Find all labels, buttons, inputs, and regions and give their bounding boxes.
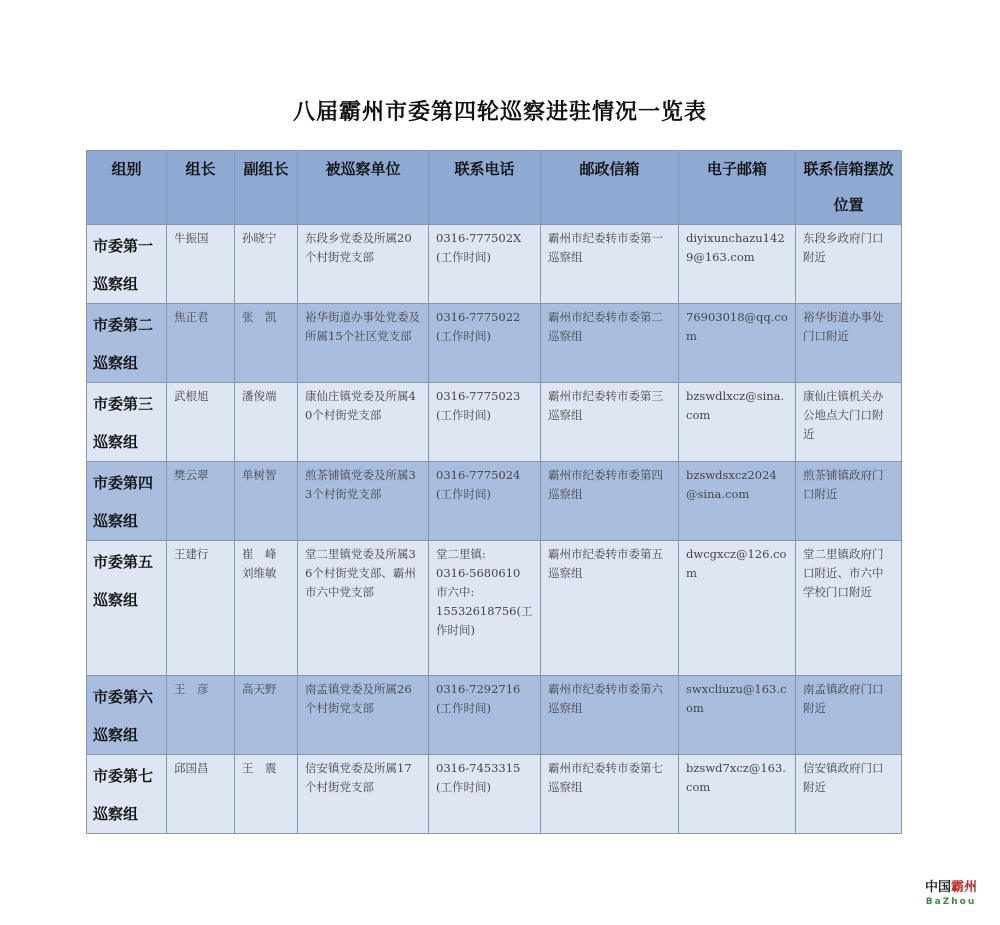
postal-cell: 霸州市纪委转市委第五巡察组 bbox=[541, 541, 679, 676]
group-cell: 市委第七巡察组 bbox=[87, 755, 167, 834]
group-cell: 市委第二巡察组 bbox=[87, 304, 167, 383]
email-cell: bzswdlxcz@sina.com bbox=[679, 383, 796, 462]
deputy-cell: 崔 峰 刘维敏 bbox=[235, 541, 298, 676]
unit-cell: 东段乡党委及所属20个村街党支部 bbox=[298, 225, 429, 304]
unit-cell: 裕华街道办事处党委及所属15个社区党支部 bbox=[298, 304, 429, 383]
email-cell: dwcgxcz@126.com bbox=[679, 541, 796, 676]
header-postal: 邮政信箱 bbox=[541, 151, 679, 225]
postal-cell: 霸州市纪委转市委第一巡察组 bbox=[541, 225, 679, 304]
group-cell: 市委第三巡察组 bbox=[87, 383, 167, 462]
mailbox-location-cell: 信安镇政府门口附近 bbox=[796, 755, 902, 834]
table-row bbox=[87, 676, 902, 755]
header-group: 组别 bbox=[87, 151, 167, 225]
deputy-cell: 单树智 bbox=[235, 462, 298, 541]
group-cell: 市委第一巡察组 bbox=[87, 225, 167, 304]
leader-cell: 王建行 bbox=[167, 541, 235, 676]
unit-cell: 南孟镇党委及所属26个村街党支部 bbox=[298, 676, 429, 755]
logo-cn-accent: 霸州 bbox=[951, 880, 978, 895]
leader-cell: 牛振国 bbox=[167, 225, 235, 304]
email-cell: bzswdsxcz2024@sina.com bbox=[679, 462, 796, 541]
postal-cell: 霸州市纪委转市委第六巡察组 bbox=[541, 676, 679, 755]
deputy-cell: 高天野 bbox=[235, 676, 298, 755]
postal-cell: 霸州市纪委转市委第四巡察组 bbox=[541, 462, 679, 541]
table-row bbox=[87, 541, 902, 676]
table-row bbox=[87, 304, 902, 383]
deputy-cell: 王 震 bbox=[235, 755, 298, 834]
table-row bbox=[87, 755, 902, 834]
leader-cell: 焦正君 bbox=[167, 304, 235, 383]
phone-cell: 0316-7453315(工作时间) bbox=[429, 755, 541, 834]
logo-cn-text bbox=[916, 880, 986, 896]
patrol-roster-table bbox=[86, 150, 902, 834]
leader-cell: 王 彦 bbox=[167, 676, 235, 755]
bazhou-logo bbox=[916, 880, 986, 908]
table-row bbox=[87, 383, 902, 462]
phone-cell: 堂二里镇: 0316-5680610 市六中: 15532618756(工作时间) bbox=[429, 541, 541, 676]
deputy-cell: 潘俊端 bbox=[235, 383, 298, 462]
mailbox-location-cell: 堂二里镇政府门口附近、市六中学校门口附近 bbox=[796, 541, 902, 676]
header-phone: 联系电话 bbox=[429, 151, 541, 225]
header-mailbox-location: 联系信箱摆放位置 bbox=[796, 151, 902, 225]
leader-cell: 邱国昌 bbox=[167, 755, 235, 834]
table-header-row bbox=[87, 151, 902, 225]
header-deputy: 副组长 bbox=[235, 151, 298, 225]
email-cell: diyixunchazu1429@163.com bbox=[679, 225, 796, 304]
postal-cell: 霸州市纪委转市委第三巡察组 bbox=[541, 383, 679, 462]
mailbox-location-cell: 东段乡政府门口附近 bbox=[796, 225, 902, 304]
header-unit: 被巡察单位 bbox=[298, 151, 429, 225]
postal-cell: 霸州市纪委转市委第二巡察组 bbox=[541, 304, 679, 383]
mailbox-location-cell: 煎茶铺镇政府门口附近 bbox=[796, 462, 902, 541]
unit-cell: 信安镇党委及所属17个村街党支部 bbox=[298, 755, 429, 834]
header-leader: 组长 bbox=[167, 151, 235, 225]
phone-cell: 0316-7775023(工作时间) bbox=[429, 383, 541, 462]
mailbox-location-cell: 裕华街道办事处门口附近 bbox=[796, 304, 902, 383]
logo-en-text: BaZhou bbox=[925, 897, 977, 907]
phone-cell: 0316-7775022(工作时间) bbox=[429, 304, 541, 383]
document-title: 八届霸州市委第四轮巡察进驻情况一览表 bbox=[292, 100, 707, 125]
leader-cell: 武根旭 bbox=[167, 383, 235, 462]
email-cell: swxcliuzu@163.com bbox=[679, 676, 796, 755]
group-cell: 市委第五巡察组 bbox=[87, 541, 167, 676]
unit-cell: 堂二里镇党委及所属36个村街党支部、霸州市六中党支部 bbox=[298, 541, 429, 676]
mailbox-location-cell: 康仙庄镇机关办公地点大门口附近 bbox=[796, 383, 902, 462]
email-cell: 76903018@qq.com bbox=[679, 304, 796, 383]
postal-cell: 霸州市纪委转市委第七巡察组 bbox=[541, 755, 679, 834]
header-email: 电子邮箱 bbox=[679, 151, 796, 225]
deputy-cell: 孙晓宁 bbox=[235, 225, 298, 304]
group-cell: 市委第六巡察组 bbox=[87, 676, 167, 755]
unit-cell: 煎茶铺镇党委及所属33个村街党支部 bbox=[298, 462, 429, 541]
phone-cell: 0316-777502X(工作时间) bbox=[429, 225, 541, 304]
unit-cell: 康仙庄镇党委及所属40个村街党支部 bbox=[298, 383, 429, 462]
phone-cell: 0316-7775024(工作时间) bbox=[429, 462, 541, 541]
mailbox-location-cell: 南孟镇政府门口附近 bbox=[796, 676, 902, 755]
table-row bbox=[87, 462, 902, 541]
leader-cell: 樊云翠 bbox=[167, 462, 235, 541]
table-row bbox=[87, 225, 902, 304]
phone-cell: 0316-7292716(工作时间) bbox=[429, 676, 541, 755]
logo-cn-prefix: 中国 bbox=[924, 880, 951, 895]
group-cell: 市委第四巡察组 bbox=[87, 462, 167, 541]
email-cell: bzswd7xcz@163.com bbox=[679, 755, 796, 834]
deputy-cell: 张 凯 bbox=[235, 304, 298, 383]
